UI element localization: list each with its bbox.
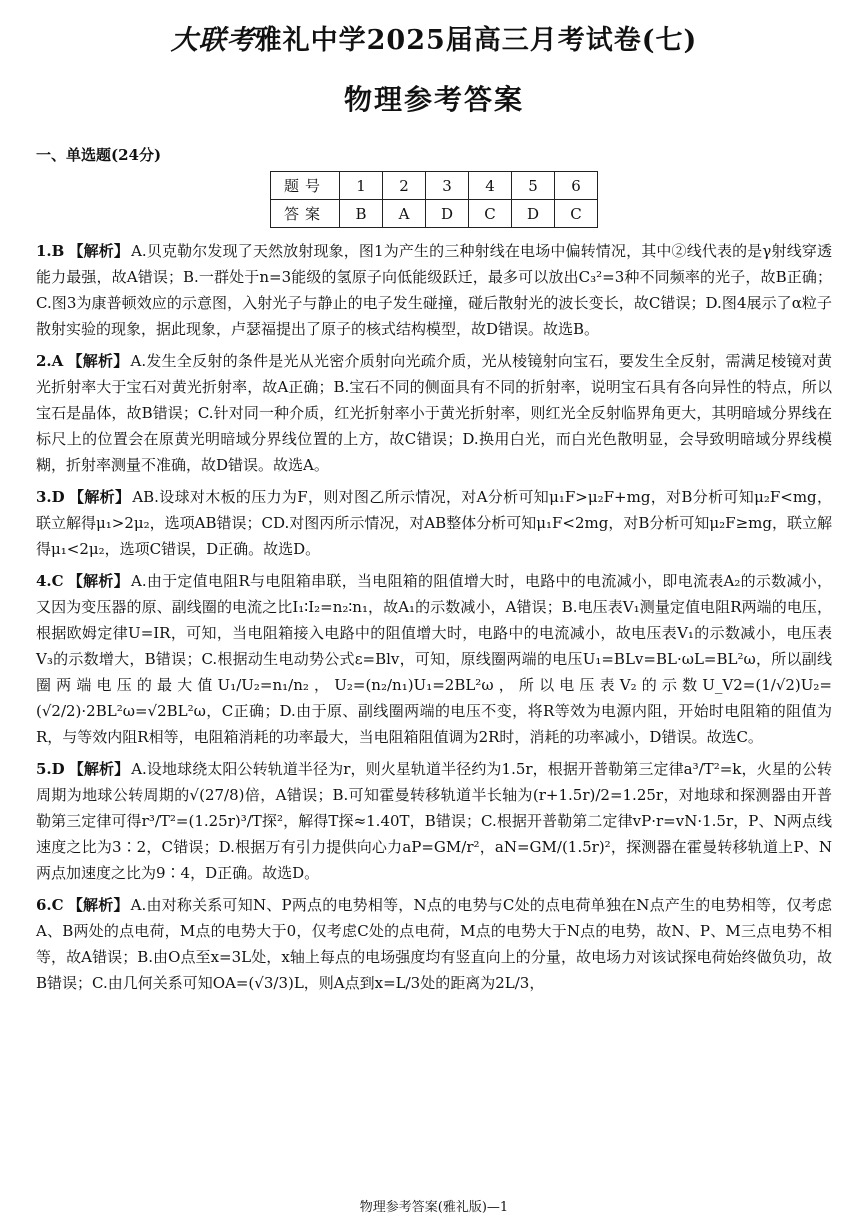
item-text: A.贝克勒尔发现了天然放射现象，图1为产生的三种射线在电场中偏转情况，其中②线代表的是γ射线穿透能力最强，故A错误；B.一群处于n=3能级的氢原子向低能级跃迁，最多可以放出C₃²=3种不同频率的光子，故B正确；C.图3为康普顿效应的示意图，入射光子与静止的电子发生碰撞，碰后散射光的波长变长，故C错误；D.图4展示了α粒子散射实验的现象，据此现象，卢瑟福提出了原子的核式结构模型，故D错误。故选B。 (36, 242, 832, 338)
item-text: A.由于定值电阻R与电阻箱串联，当电阻箱的阻值增大时，电路中的电流减小，即电流表A₂的示数减小，又因为变压器的原、副线圈的电流之比I₁∶I₂=n₂∶n₁，故A₁的示数减小，A错误；B.电压表V₁测量定值电阻R两端的电压，根据欧姆定律U=IR，可知，当电阻箱接入电路中的阻值增大时，电路中的电流减小，故电压表V₁的示数减小，电压表V₃的示数增大，B错误；C.根据动生电动势公式ε=Blv，可知，原线圈两端的电压U₁=BLv=BL·ωL=BL²ω，所以副线圈两端电压的最大值U₁/U₂=n₁/n₂，U₂=(n₂/n₁)U₁=2BL²ω，所以电压表V₂的示数U_V2=(1/√2)U₂=(√2/2)·2BL²ω=√2BL²ω，C正确；D.由于原、副线圈两端的电压不变，将R等效为电源内阻，开始时电阻箱的阻值为R，与等效内阻R相等，电阻箱消耗的功率最大，当电阻箱阻值调为2R时，消耗的功率减小，D错误。故选C。 (36, 572, 832, 746)
table-row (271, 172, 598, 200)
page-footer: 物理参考答案(雅礼版)—1 (359, 1200, 509, 1215)
solution-item-5 (36, 756, 832, 886)
answer-cell: D (512, 200, 555, 228)
table-row (271, 200, 598, 228)
analysis-tag: 【解析】 (67, 572, 129, 590)
brand-logo-text: 大联考 (170, 25, 255, 56)
solution-item-6 (36, 892, 832, 996)
question-number-cell: 6 (555, 172, 598, 200)
item-number: 1.B (36, 242, 65, 260)
item-number: 2.A (36, 352, 64, 370)
item-number: 6.C (36, 896, 64, 914)
solution-item-2 (36, 348, 832, 478)
exam-title (0, 18, 868, 57)
answer-cell: B (340, 200, 383, 228)
answer-cell: A (383, 200, 426, 228)
item-text: A.设地球绕太阳公转轨道半径为r，则火星轨道半径约为1.5r，根据开普勒第三定律a³/T²=k，火星的公转周期为地球公转周期的√(27/8)倍，A错误；B.可知霍曼转移轨道半长轴为(r+1.5r)/2=1.25r，对地球和探测器由开普勒第三定律可得r³/T²=(1.25r)³/T探²，解得T探≈1.40T，B错误；C.根据开普勒第二定律vP·r=vN·1.5r，P、N两点线速度之比为3∶2，C错误；D.根据万有引力提供向心力aP=GM/r²，aN=GM/(1.5r)²，探测器在霍曼转移轨道上P、N两点加速度之比为9∶4，D正确。故选D。 (36, 760, 832, 882)
exam-title-text: 雅礼中学2025届高三月考试卷(七) (254, 25, 698, 56)
table-header-cell: 题号 (271, 172, 340, 200)
question-number-cell: 1 (340, 172, 383, 200)
solution-item-4 (36, 568, 832, 750)
table-header-cell: 答案 (271, 200, 340, 228)
answer-cell: C (555, 200, 598, 228)
analysis-tag: 【解析】 (67, 352, 129, 370)
analysis-tag: 【解析】 (67, 896, 129, 914)
solution-item-1 (36, 238, 832, 342)
section-heading: 一、单选题(24分) (36, 146, 162, 164)
page-subtitle: 物理参考答案 (343, 83, 524, 116)
item-number: 3.D (36, 488, 65, 506)
solutions-body (36, 238, 832, 1002)
question-number-cell: 3 (426, 172, 469, 200)
analysis-tag: 【解析】 (68, 488, 131, 506)
item-text: A.由对称关系可知N、P两点的电势相等，N点的电势与C处的点电荷单独在N点产生的电势相等，仅考虑A、B两处的点电荷，M点的电势大于0，仅考虑C处的点电荷，M点的电势大于N点的电势，故N、P、M三点电势不相等，故A错误；B.由O点至x=3L处，x轴上每点的电场强度均有竖直向上的分量，故电场力对该试探电荷始终做负功，故B错误；C.由几何关系可知OA=(√3/3)L，则A点到x=L/3处的距离为2L/3， (36, 896, 832, 992)
answer-cell: C (469, 200, 512, 228)
question-number-cell: 2 (383, 172, 426, 200)
analysis-tag: 【解析】 (68, 242, 130, 260)
analysis-tag: 【解析】 (68, 760, 130, 778)
question-number-cell: 5 (512, 172, 555, 200)
item-number: 5.D (36, 760, 65, 778)
item-number: 4.C (36, 572, 64, 590)
answer-table (270, 171, 598, 228)
solution-item-3 (36, 484, 832, 562)
item-text: AB.设球对木板的压力为F，则对图乙所示情况，对A分析可知μ₁F>μ₂F+mg，对B分析可知μ₂F<mg，联立解得μ₁>2μ₂，选项AB错误；CD.对图丙所示情况，对AB整体分析可知μ₁F<2mg，对B分析可知μ₂F≥mg，联立解得μ₁<2μ₂，选项C错误，D正确。故选D。 (36, 488, 832, 558)
answer-cell: D (426, 200, 469, 228)
item-text: A.发生全反射的条件是光从光密介质射向光疏介质，光从棱镜射向宝石，要发生全反射，需满足棱镜对黄光折射率大于宝石对黄光折射率，故A正确；B.宝石不同的侧面具有不同的折射率，说明宝石具有各向异性的特点，所以宝石是晶体，故B错误；C.针对同一种介质，红光折射率小于黄光折射率，则红光全反射临界角更大，其明暗域分界线在标尺上的位置会在原黄光明暗域分界线位置的上方，故C错误；D.换用白光，而白光色散明显，会导致明暗域分界线模糊，折射率测量不准确，故D错误。故选A。 (36, 352, 832, 474)
question-number-cell: 4 (469, 172, 512, 200)
